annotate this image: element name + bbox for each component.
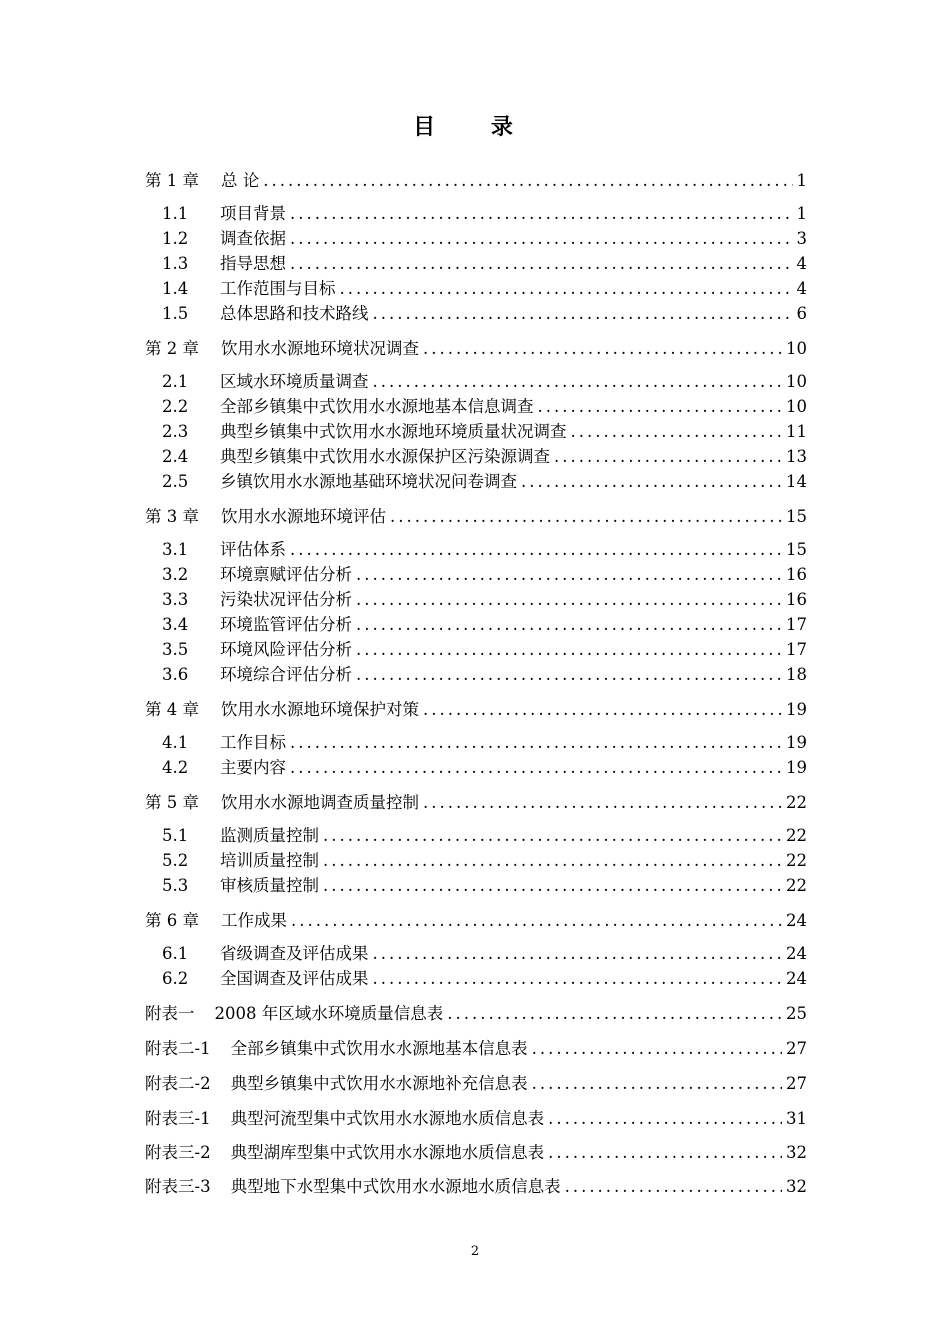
- toc-number: 附表三-3: [145, 1177, 211, 1196]
- toc-title: 监测质量控制: [220, 826, 319, 845]
- toc-number: 第 6 章: [145, 911, 199, 930]
- toc-title: 典型湖库型集中式饮用水水源地水质信息表: [230, 1143, 545, 1162]
- toc-leader-dots: [423, 336, 782, 362]
- toc-chapter-row: [145, 697, 807, 723]
- toc-number: 2.4: [162, 447, 189, 466]
- toc-title: 工作成果: [221, 911, 287, 930]
- toc-section-row: [162, 226, 807, 252]
- toc-page-number: 11: [786, 422, 807, 441]
- toc-number: 1.3: [162, 254, 189, 273]
- toc-page-number: 4: [796, 254, 807, 273]
- toc-number: 4.2: [162, 758, 189, 777]
- toc-section-row: [162, 730, 807, 756]
- toc-number: 6.2: [162, 969, 189, 988]
- toc-page-number: 3: [796, 229, 807, 248]
- toc-number: 附表一: [145, 1004, 195, 1023]
- toc-leader-dots: [356, 612, 782, 638]
- toc-number: 3.6: [162, 665, 189, 684]
- toc-section-row: [162, 587, 807, 613]
- toc-leader-dots: [356, 562, 782, 588]
- toc-section-row: [162, 873, 807, 899]
- toc-title: 审核质量控制: [220, 876, 319, 895]
- toc-appendix-row: [145, 1140, 807, 1166]
- toc-title: 主要内容: [220, 758, 286, 777]
- toc-leader-dots: [340, 276, 793, 302]
- toc-title: 调查依据: [220, 229, 286, 248]
- toc-section-row: [162, 537, 807, 563]
- toc-title: 省级调查及评估成果: [220, 944, 369, 963]
- toc-page-number: 22: [786, 826, 807, 845]
- toc-leader-dots: [373, 301, 793, 327]
- toc-appendix-row: [145, 1174, 807, 1200]
- toc-appendix-row: [145, 1106, 807, 1132]
- toc-leader-dots: [538, 394, 783, 420]
- toc-leader-dots: [447, 1001, 782, 1027]
- toc-leader-dots: [554, 444, 782, 470]
- toc-leader-dots: [323, 873, 782, 899]
- toc-page-number: 10: [786, 397, 807, 416]
- toc-title: 总 论: [221, 171, 260, 190]
- toc-chapter-row: [145, 504, 807, 530]
- toc-page-number: 24: [786, 911, 807, 930]
- toc-section-row: [162, 201, 807, 227]
- toc-title: 典型乡镇集中式饮用水水源地环境质量状况调查: [220, 422, 567, 441]
- toc-page-number: 16: [786, 590, 807, 609]
- toc-title: 饮用水水源地环境评估: [221, 507, 386, 526]
- toc-number: 1.5: [162, 304, 189, 323]
- toc-leader-dots: [373, 941, 783, 967]
- toc-title: 指导思想: [220, 254, 286, 273]
- toc-leader-dots: [532, 1036, 782, 1062]
- toc-leader-dots: [373, 966, 783, 992]
- toc-section-row: [162, 941, 807, 967]
- toc-title: 全部乡镇集中式饮用水水源地基本信息表: [230, 1039, 528, 1058]
- toc-chapter-row: [145, 168, 807, 194]
- toc-title: 环境监管评估分析: [220, 615, 352, 634]
- toc-number: 1.4: [162, 279, 189, 298]
- toc-section-row: [162, 394, 807, 420]
- toc-section-row: [162, 823, 807, 849]
- toc-page-number: 27: [786, 1074, 807, 1093]
- toc-number: 5.1: [162, 826, 189, 845]
- toc-section-row: [162, 612, 807, 638]
- toc-leader-dots: [356, 587, 782, 613]
- toc-page-number: 22: [786, 793, 807, 812]
- toc-number: 2.5: [162, 472, 189, 491]
- toc-title: 项目背景: [220, 204, 286, 223]
- toc-leader-dots: [263, 168, 792, 194]
- toc-page-number: 17: [786, 615, 807, 634]
- toc-leader-dots: [548, 1140, 782, 1166]
- toc-page-number: 32: [786, 1177, 807, 1196]
- toc-leader-dots: [290, 755, 782, 781]
- toc-number: 5.3: [162, 876, 189, 895]
- toc-title: 总体思路和技术路线: [220, 304, 369, 323]
- toc-section-row: [162, 662, 807, 688]
- toc-appendix-row: [145, 1036, 807, 1062]
- toc-section-row: [162, 301, 807, 327]
- toc-leader-dots: [521, 469, 782, 495]
- toc-leader-dots: [373, 369, 783, 395]
- page-title: 目 录: [413, 115, 537, 140]
- toc-leader-dots: [423, 790, 782, 816]
- toc-number: 2.3: [162, 422, 189, 441]
- page-number: 2: [470, 1244, 480, 1259]
- toc-title: 典型乡镇集中式饮用水水源保护区污染源调查: [220, 447, 550, 466]
- toc-appendix-row: [145, 1071, 807, 1097]
- toc-page-number: 18: [786, 665, 807, 684]
- toc-title: 环境禀赋评估分析: [220, 565, 352, 584]
- toc-page-number: 19: [786, 733, 807, 752]
- toc-title: 典型乡镇集中式饮用水水源地补充信息表: [230, 1074, 528, 1093]
- toc-leader-dots: [356, 662, 782, 688]
- toc-page-number: 19: [786, 758, 807, 777]
- toc-appendix-row: [145, 1001, 807, 1027]
- toc-leader-dots: [390, 504, 782, 530]
- toc-page-number: 14: [786, 472, 807, 491]
- toc-number: 1.1: [162, 204, 189, 223]
- toc-page-number: 22: [786, 876, 807, 895]
- toc-number: 3.4: [162, 615, 189, 634]
- toc-page-number: 22: [786, 851, 807, 870]
- toc-leader-dots: [548, 1106, 782, 1132]
- toc-leader-dots: [290, 537, 782, 563]
- toc-leader-dots: [323, 848, 782, 874]
- toc-title: 饮用水水源地调查质量控制: [221, 793, 419, 812]
- toc-page-number: 19: [786, 700, 807, 719]
- toc-page-number: 32: [786, 1143, 807, 1162]
- toc-section-row: [162, 444, 807, 470]
- toc-title: 工作范围与目标: [220, 279, 336, 298]
- toc-title: 污染状况评估分析: [220, 590, 352, 609]
- toc-title: 饮用水水源地环境保护对策: [221, 700, 419, 719]
- toc-number: 附表二-2: [145, 1074, 211, 1093]
- toc-page-number: 10: [786, 372, 807, 391]
- toc-page-number: 1: [796, 204, 807, 223]
- toc-title: 区域水环境质量调查: [220, 372, 369, 391]
- toc-section-row: [162, 469, 807, 495]
- toc-page-number: 16: [786, 565, 807, 584]
- toc-number: 第 3 章: [145, 507, 199, 526]
- toc-number: 3.3: [162, 590, 189, 609]
- toc-number: 附表二-1: [145, 1039, 211, 1058]
- toc-section-row: [162, 251, 807, 277]
- toc-page-number: 24: [786, 944, 807, 963]
- toc-page-number: 15: [786, 507, 807, 526]
- toc-number: 第 4 章: [145, 700, 199, 719]
- toc-number: 第 2 章: [145, 339, 199, 358]
- toc-section-row: [162, 755, 807, 781]
- toc-page-number: 13: [786, 447, 807, 466]
- toc-page-number: 17: [786, 640, 807, 659]
- toc-leader-dots: [532, 1071, 782, 1097]
- toc-section-row: [162, 419, 807, 445]
- toc-number: 3.5: [162, 640, 189, 659]
- toc-page-number: 24: [786, 969, 807, 988]
- toc-section-row: [162, 276, 807, 302]
- toc-number: 第 5 章: [145, 793, 199, 812]
- toc-page-number: 27: [786, 1039, 807, 1058]
- toc-number: 6.1: [162, 944, 189, 963]
- toc-page-number: 31: [786, 1109, 807, 1128]
- toc-number: 2.1: [162, 372, 189, 391]
- toc-leader-dots: [290, 201, 793, 227]
- toc-page-number: 25: [786, 1004, 807, 1023]
- toc-title: 环境综合评估分析: [220, 665, 352, 684]
- toc-title: 典型河流型集中式饮用水水源地水质信息表: [230, 1109, 545, 1128]
- toc-title: 全国调查及评估成果: [220, 969, 369, 988]
- toc-number: 5.2: [162, 851, 189, 870]
- toc-number: 4.1: [162, 733, 189, 752]
- toc-title: 典型地下水型集中式饮用水水源地水质信息表: [230, 1177, 561, 1196]
- toc-title: 2008 年区域水环境质量信息表: [214, 1004, 444, 1023]
- toc-title: 评估体系: [220, 540, 286, 559]
- toc-leader-dots: [290, 226, 793, 252]
- toc-page-number: 4: [796, 279, 807, 298]
- toc-title: 全部乡镇集中式饮用水水源地基本信息调查: [220, 397, 534, 416]
- toc-leader-dots: [571, 419, 783, 445]
- toc-leader-dots: [291, 908, 782, 934]
- toc-number: 2.2: [162, 397, 189, 416]
- toc-title: 环境风险评估分析: [220, 640, 352, 659]
- toc-chapter-row: [145, 790, 807, 816]
- toc-title: 培训质量控制: [220, 851, 319, 870]
- toc-leader-dots: [565, 1174, 782, 1200]
- toc-section-row: [162, 369, 807, 395]
- toc-number: 附表三-2: [145, 1143, 211, 1162]
- toc-leader-dots: [323, 823, 782, 849]
- toc-page-number: 10: [786, 339, 807, 358]
- toc-number: 第 1 章: [145, 171, 199, 190]
- toc-page-number: 6: [796, 304, 807, 323]
- toc-title: 工作目标: [220, 733, 286, 752]
- toc-chapter-row: [145, 908, 807, 934]
- toc-leader-dots: [290, 730, 782, 756]
- toc-title: 饮用水水源地环境状况调查: [221, 339, 419, 358]
- toc-number: 3.1: [162, 540, 189, 559]
- toc-page-number: 1: [796, 171, 807, 190]
- toc-number: 1.2: [162, 229, 189, 248]
- toc-section-row: [162, 848, 807, 874]
- toc-leader-dots: [290, 251, 793, 277]
- toc-number: 附表三-1: [145, 1109, 211, 1128]
- toc-chapter-row: [145, 336, 807, 362]
- toc-title: 乡镇饮用水水源地基础环境状况问卷调查: [220, 472, 517, 491]
- toc-number: 3.2: [162, 565, 189, 584]
- toc-section-row: [162, 966, 807, 992]
- toc-leader-dots: [423, 697, 782, 723]
- toc-section-row: [162, 637, 807, 663]
- toc-section-row: [162, 562, 807, 588]
- toc-page-number: 15: [786, 540, 807, 559]
- toc-leader-dots: [356, 637, 782, 663]
